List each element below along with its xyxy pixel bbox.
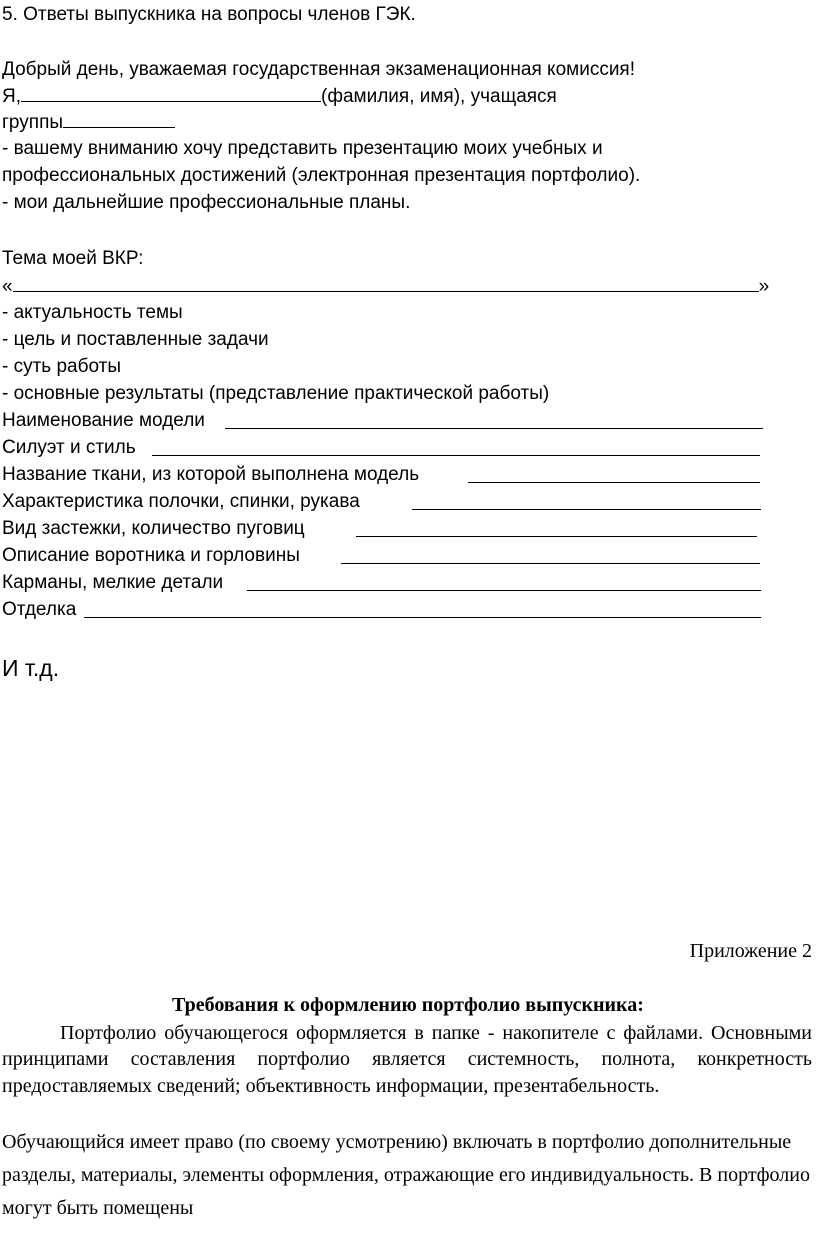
field-label: Силуэт и стиль	[2, 437, 136, 458]
close-quote: »	[758, 276, 770, 297]
etc-text: И т.д.	[2, 655, 60, 681]
topic-item: - актуальность темы	[2, 302, 183, 323]
field-blank[interactable]	[152, 455, 760, 456]
open-quote: «	[2, 276, 13, 297]
group-blank[interactable]	[63, 109, 175, 128]
greeting: Добрый день, уважаемая государственная экзаменационная комиссия!	[2, 59, 635, 80]
field-label: Характеристика полочки, спинки, рукава	[2, 491, 360, 512]
field-pockets	[2, 570, 223, 596]
requirements-text: Портфолио обучающегося оформляется в папке - накопителе с файлами. Основными принципами составления портфолио является системность, полнота, конкретность предоставляемых сведений; объективность информации, презентабельность.	[2, 1022, 812, 1097]
intro-name-line	[2, 83, 557, 110]
i-prefix: Я,	[2, 86, 21, 107]
intro-point-1-cont: профессиональных достижений (электронная презентация портфолио).	[2, 165, 641, 186]
topic-label: Тема моей ВКР:	[2, 248, 144, 269]
field-label: Отделка	[2, 599, 77, 620]
requirements-title: Требования к оформлению портфолио выпускника:	[172, 994, 644, 1016]
field-model-name	[2, 408, 205, 434]
intro-point-1: - вашему вниманию хочу представить презентацию моих учебных и	[2, 138, 603, 159]
field-parts	[2, 489, 360, 515]
field-fabric	[2, 462, 419, 488]
section-heading: 5. Ответы выпускника на вопросы членов ГЭК.	[2, 4, 416, 25]
topic-item: - суть работы	[2, 356, 122, 377]
appendix-label: Приложение 2	[689, 940, 812, 962]
field-silhouette	[2, 435, 136, 461]
topic-item: - основные результаты (представление практической работы)	[2, 383, 550, 404]
field-blank[interactable]	[468, 482, 760, 483]
field-blank[interactable]	[412, 509, 761, 510]
field-label: Карманы, мелкие детали	[2, 572, 224, 593]
field-blank[interactable]	[341, 563, 760, 564]
field-collar	[2, 543, 300, 569]
field-label: Описание воротника и горловины	[2, 545, 300, 566]
field-blank[interactable]	[247, 590, 761, 591]
topic-blank[interactable]	[13, 273, 759, 292]
requirements-paragraph-2: Обучающийся имеет право (по своему усмотрению) включать в портфолио дополнительные разделы, материалы, элементы оформления, отражающие его индивидуальность. В портфолио могут быть помещены	[2, 1131, 810, 1219]
group-label: группы	[2, 112, 64, 133]
field-blank[interactable]	[225, 428, 763, 429]
field-fastener	[2, 516, 305, 542]
field-label: Вид застежки, количество пуговиц	[2, 518, 305, 539]
field-blank[interactable]	[356, 536, 757, 537]
intro-point-2: - мои дальнейшие профессиональные планы.	[2, 192, 411, 213]
group-line	[2, 109, 175, 136]
field-label: Название ткани, из которой выполнена модель	[2, 464, 420, 485]
name-blank[interactable]	[21, 83, 321, 102]
topic-item: - цель и поставленные задачи	[2, 329, 269, 350]
field-finish	[2, 597, 76, 623]
topic-quote-line	[2, 273, 769, 300]
name-hint: (фамилия, имя), учащаяся	[321, 86, 557, 107]
field-blank[interactable]	[84, 617, 761, 618]
field-label: Наименование модели	[2, 410, 205, 431]
requirements-paragraph	[2, 1020, 812, 1099]
